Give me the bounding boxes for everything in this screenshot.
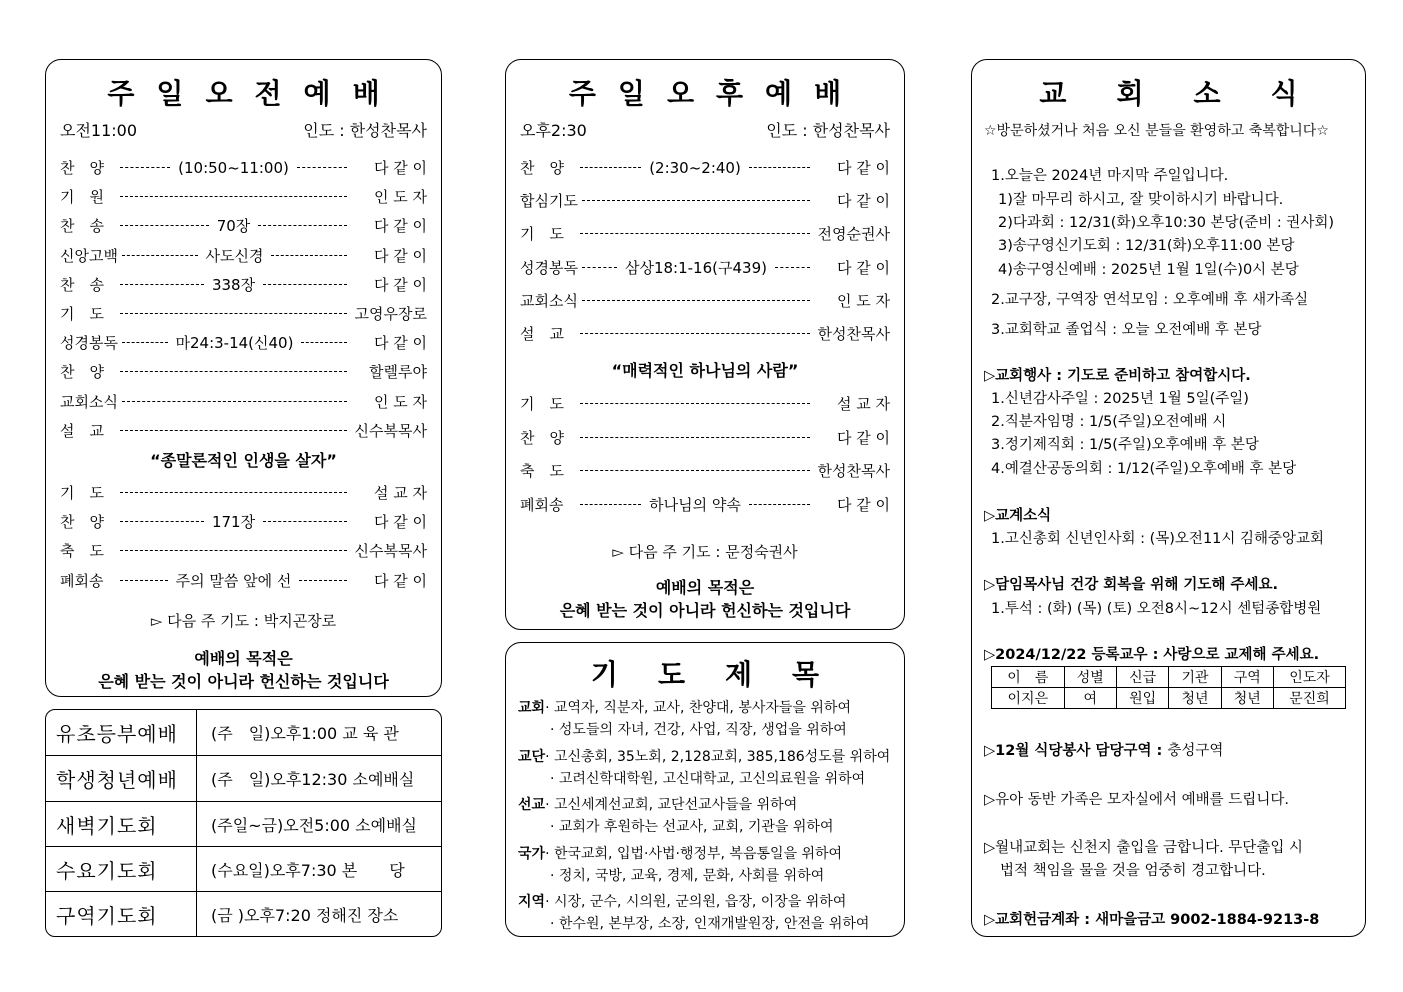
leader-dashes xyxy=(120,284,204,285)
order-label: 기 도 xyxy=(520,225,564,244)
order-leader: 다 같 이 xyxy=(837,159,891,177)
schedule-time: (주 일)오후1:00 교 육 관 xyxy=(211,724,399,743)
news-title: 교회소식 xyxy=(1039,77,1348,110)
order-detail: 171장 xyxy=(211,513,256,532)
order-leader: 다 같 이 xyxy=(373,571,427,590)
denomination-item-1: 1.고신총회 신년인사회 : (목)오전11시 김해중앙교회 xyxy=(991,531,1325,547)
prayer-line-2: · 성도들의 자녀, 건강, 사업, 직장, 생업을 위하여 xyxy=(550,722,847,738)
prayer-item xyxy=(518,794,797,816)
order-label: 찬 양 xyxy=(60,363,104,382)
leader-dashes xyxy=(749,167,810,168)
leader-dashes xyxy=(297,167,347,168)
schedule-panel xyxy=(45,709,442,937)
order-label: 축 도 xyxy=(520,462,564,480)
registration-header-cell: 인도자 xyxy=(1273,667,1345,688)
registration-value-cell: 문진희 xyxy=(1273,688,1345,709)
order-row xyxy=(520,157,890,178)
event-1: 1.신년감사주일 : 2025년 1월 5일(주일) xyxy=(991,391,1249,407)
order-row xyxy=(60,540,427,561)
pm-service-panel xyxy=(505,59,905,630)
order-leader: 다 같 이 xyxy=(373,513,427,532)
order-detail: 70장 xyxy=(216,217,251,236)
order-row xyxy=(60,274,427,295)
schedule-name: 유초등부예배 xyxy=(46,710,197,755)
leader-dashes xyxy=(122,401,347,402)
order-leader: 신수복목사 xyxy=(354,421,427,440)
schedule-name: 구역기도회 xyxy=(46,892,197,937)
order-label: 합심기도 xyxy=(520,192,578,211)
order-detail: 하나님의 약속 xyxy=(649,495,741,514)
pm-purpose-2: 은혜 받는 것이 아니라 헌신하는 것입니다 xyxy=(559,601,851,620)
prayer-category: 지역 xyxy=(518,894,546,910)
event-3: 3.정기제직회 : 1/5(주일)오후예배 후 본당 xyxy=(991,437,1259,453)
registration-header-cell: 구역 xyxy=(1221,667,1273,688)
order-detail: 마24:3-14(신40) xyxy=(175,334,294,353)
order-label: 성경봉독 xyxy=(520,258,578,277)
schedule-name: 학생청년예배 xyxy=(46,756,197,801)
leader-dashes xyxy=(749,504,810,505)
news-item-3: 3.교회학교 졸업식 : 오늘 오전예배 후 본당 xyxy=(991,322,1262,338)
order-row xyxy=(60,511,427,532)
prayer-item xyxy=(518,891,846,913)
order-row xyxy=(60,303,427,324)
pm-title: 주일오후예배 xyxy=(568,77,864,110)
order-row xyxy=(520,393,890,414)
registration-header-cell: 신급 xyxy=(1116,667,1168,688)
order-row xyxy=(520,460,890,481)
registration-header-cell: 이 름 xyxy=(992,667,1065,688)
leader-dashes xyxy=(271,255,347,256)
leader-dashes xyxy=(263,521,347,522)
order-label: 폐회송 xyxy=(520,495,564,514)
order-label: 설 교 xyxy=(60,421,104,440)
leader-dashes xyxy=(582,267,617,268)
pm-sermon-title: “매력적인 하나님의 사람” xyxy=(611,361,799,380)
schedule-row xyxy=(46,710,441,755)
order-detail: (10:50~11:00) xyxy=(178,158,289,177)
order-label: 교회소식 xyxy=(520,291,578,310)
order-label: 찬 양 xyxy=(520,428,564,447)
order-row xyxy=(520,223,890,244)
order-leader: 다 같 이 xyxy=(373,334,427,353)
schedule-time: (주 일)오후12:30 소예배실 xyxy=(211,770,415,790)
meal-heading: ▷12월 식당봉사 담당구역 : xyxy=(984,743,1168,759)
order-label: 찬 송 xyxy=(60,217,104,236)
prayer-line-1: · 고신세계선교회, 교단선교사들을 위하여 xyxy=(545,797,798,813)
leader-dashes xyxy=(582,200,810,201)
order-leader: 한성찬목사 xyxy=(817,325,890,343)
leader-dashes xyxy=(263,284,347,285)
schedule-name: 새벽기도회 xyxy=(46,802,197,847)
order-detail: 주의 말씀 앞에 선 xyxy=(175,571,292,590)
leader-dashes xyxy=(122,255,198,256)
order-label: 기 도 xyxy=(520,395,564,413)
order-row xyxy=(60,332,427,353)
event-2: 2.직분자임명 : 1/5(주일)오전예배 시 xyxy=(991,414,1227,430)
leader-dashes xyxy=(299,580,347,581)
leader-dashes xyxy=(120,196,347,197)
order-label: 찬 송 xyxy=(60,275,104,294)
order-label: 폐회송 xyxy=(60,571,104,590)
order-detail: (2:30~2:40) xyxy=(649,158,741,177)
news-welcome: ☆방문하셨거나 처음 오신 분들을 환영하고 축복합니다☆ xyxy=(984,123,1329,139)
order-detail: 사도신경 xyxy=(205,246,264,265)
news-item-1a: 1)잘 마무리 하시고, 잘 맞이하시기 바랍니다. xyxy=(998,192,1284,208)
schedule-time: (주일~금)오전5:00 소예배실 xyxy=(211,815,418,835)
order-label: 교회소식 xyxy=(60,392,118,411)
leader-dashes xyxy=(580,437,810,438)
prayer-line-1: · 한국교회, 입법·사법·행정부, 복음통일을 위하여 xyxy=(545,845,843,862)
prayer-line-1: · 시장, 군수, 시의원, 군의원, 읍장, 이장을 위하여 xyxy=(545,894,847,910)
order-leader: 다 같 이 xyxy=(836,495,890,514)
order-row xyxy=(60,391,427,412)
order-row xyxy=(60,245,427,266)
pastor-heading: ▷담임목사님 건강 회복을 위해 기도해 주세요. xyxy=(984,577,1279,593)
order-detail: 삼상18:1-16(구439) xyxy=(624,258,767,277)
pm-leader: 인도 : 한성찬목사 xyxy=(766,121,890,140)
order-label: 설 교 xyxy=(520,325,564,343)
pastor-item-1: 1.투석 : (화) (목) (토) 오전8시~12시 센텀종합병원 xyxy=(991,601,1322,617)
order-row xyxy=(60,570,427,591)
order-leader: 다 같 이 xyxy=(374,159,428,177)
registration-header-cell: 기관 xyxy=(1169,667,1221,688)
registration-value-row xyxy=(992,688,1346,709)
news-item-1: 1.오늘은 2024년 마지막 주일입니다. xyxy=(991,168,1229,184)
registration-header-cell: 성별 xyxy=(1064,667,1116,688)
leader-dashes xyxy=(120,430,347,431)
schedule-name: 수요기도회 xyxy=(46,847,197,892)
news-item-1b: 2)다과회 : 12/31(화)오후10:30 본당(준비 : 권사회) xyxy=(998,215,1334,231)
order-leader: 다 같 이 xyxy=(836,428,890,447)
am-purpose-2: 은혜 받는 것이 아니라 헌신하는 것입니다 xyxy=(98,672,389,691)
order-row xyxy=(60,186,427,207)
leader-dashes xyxy=(580,403,810,404)
registration-value-cell: 원입 xyxy=(1116,688,1168,709)
prayer-line-1: · 고신총회, 35노회, 2,128교회, 385,186성도를 위하여 xyxy=(545,748,891,765)
leader-dashes xyxy=(120,313,347,314)
leader-dashes xyxy=(122,342,168,343)
registration-table xyxy=(991,666,1346,709)
order-leader: 신수복목사 xyxy=(354,542,427,561)
order-leader: 전영순권사 xyxy=(817,225,890,244)
prayer-line-2: · 정치, 국방, 교육, 경제, 문화, 사회를 위하여 xyxy=(550,867,825,884)
leader-dashes xyxy=(120,225,209,226)
leader-dashes xyxy=(580,470,810,471)
news-item-1c: 3)송구영신기도회 : 12/31(화)오후11:00 본당 xyxy=(998,238,1295,254)
order-row xyxy=(60,420,427,441)
warning-line-1: ▷월내교회는 신천지 출입을 금합니다. 무단출입 시 xyxy=(984,840,1303,856)
prayer-line-1: · 교역자, 직분자, 교사, 찬양대, 봉사자들을 위하여 xyxy=(545,700,851,716)
am-purpose-1: 예배의 목적은 xyxy=(194,649,293,668)
prayer-panel xyxy=(505,642,905,937)
order-label: 찬 양 xyxy=(60,513,104,532)
prayer-item xyxy=(518,697,851,719)
order-leader: 다 같 이 xyxy=(836,192,890,211)
order-label: 신앙고백 xyxy=(60,246,118,265)
leader-dashes xyxy=(120,521,204,522)
order-row xyxy=(520,190,890,211)
order-label: 기 도 xyxy=(60,305,104,323)
events-heading: ▷교회행사 : 기도로 준비하고 참여합시다. xyxy=(984,368,1251,384)
leader-dashes xyxy=(582,300,810,301)
leader-dashes xyxy=(580,504,641,505)
registration-value-cell: 청년 xyxy=(1169,688,1221,709)
prayer-line-2: · 고려신학대학원, 고신대학교, 고신의료원을 위하여 xyxy=(550,770,866,787)
order-label: 성경봉독 xyxy=(60,334,118,353)
order-leader: 다 같 이 xyxy=(374,217,428,236)
order-leader: 고영우장로 xyxy=(354,305,427,323)
order-leader: 다 같 이 xyxy=(373,275,427,294)
leader-dashes xyxy=(775,267,810,268)
order-leader: 설 교 자 xyxy=(836,395,890,413)
pm-time: 오후2:30 xyxy=(520,121,587,140)
schedule-row xyxy=(46,755,441,801)
prayer-category: 교회 xyxy=(518,700,546,716)
am-title: 주일오전예배 xyxy=(107,77,402,110)
prayer-line-2: · 한수원, 본부장, 소장, 인재개발원장, 안전을 위하여 xyxy=(550,916,870,932)
event-4: 4.예결산공동의회 : 1/12(주일)오후예배 후 본당 xyxy=(991,461,1297,477)
leader-dashes xyxy=(580,333,810,334)
registration-value-cell: 청년 xyxy=(1221,688,1273,709)
schedule-row xyxy=(46,846,441,892)
am-next-prayer: ▻ 다음 주 기도 : 박지곤장로 xyxy=(150,612,337,630)
order-row xyxy=(60,157,427,178)
news-item-2: 2.교구장, 구역장 연석모임 : 오후예배 후 새가족실 xyxy=(991,292,1309,308)
prayer-category: 국가 xyxy=(518,845,546,862)
registration-header-row xyxy=(992,667,1346,688)
schedule-row xyxy=(46,801,441,847)
prayer-category: 교단 xyxy=(518,748,546,765)
offering-account: ▷교회헌금계좌 : 새마을금고 9002-1884-9213-8 xyxy=(984,912,1320,928)
am-leader: 인도 : 한성찬목사 xyxy=(303,121,427,140)
order-leader: 할렐루야 xyxy=(369,363,427,382)
leader-dashes xyxy=(580,167,641,168)
warning-line-2: 법적 책임을 물을 것을 엄중히 경고합니다. xyxy=(1000,863,1266,879)
order-label: 찬 양 xyxy=(60,159,104,177)
order-leader: 다 같 이 xyxy=(836,258,890,277)
leader-dashes xyxy=(301,342,347,343)
order-detail: 338장 xyxy=(211,275,256,294)
order-leader: 다 같 이 xyxy=(373,246,427,265)
leader-dashes xyxy=(120,492,347,493)
pm-purpose-1: 예배의 목적은 xyxy=(655,578,755,597)
registration-heading: ▷2024/12/22 등록교우 : 사랑으로 교제해 주세요. xyxy=(984,647,1320,663)
leader-dashes xyxy=(120,580,168,581)
order-leader: 인 도 자 xyxy=(836,291,890,310)
order-row xyxy=(520,323,890,344)
prayer-category: 선교 xyxy=(518,797,546,813)
news-panel xyxy=(971,59,1366,937)
order-leader: 인 도 자 xyxy=(373,188,427,207)
order-row xyxy=(520,290,890,311)
order-label: 찬 양 xyxy=(520,159,564,177)
order-row xyxy=(60,482,427,503)
prayer-item xyxy=(518,843,842,865)
prayer-title: 기도제목 xyxy=(590,658,860,691)
news-item-1d: 4)송구영신예배 : 2025년 1월 1일(수)0시 본당 xyxy=(998,262,1299,278)
leader-dashes xyxy=(120,371,347,372)
leader-dashes xyxy=(120,550,347,551)
meal-line xyxy=(984,739,1223,760)
prayer-item xyxy=(518,746,890,768)
order-label: 기 도 xyxy=(60,484,104,502)
am-sermon-title: “종말론적인 인생을 살자” xyxy=(150,451,337,470)
order-label: 축 도 xyxy=(60,542,104,561)
schedule-time: (수요일)오후7:30 본 당 xyxy=(211,860,405,880)
order-leader: 인 도 자 xyxy=(373,392,427,411)
infant-notice: ▷유아 동반 가족은 모자실에서 예배를 드립니다. xyxy=(984,792,1289,808)
order-leader: 설 교 자 xyxy=(373,484,427,502)
leader-dashes xyxy=(120,167,170,168)
order-row xyxy=(520,257,890,278)
order-row xyxy=(520,427,890,448)
order-row xyxy=(60,361,427,382)
schedule-row xyxy=(46,891,441,937)
order-row xyxy=(60,215,427,236)
meal-value: 충성구역 xyxy=(1167,743,1224,759)
denomination-heading: ▷교계소식 xyxy=(984,508,1052,524)
leader-dashes xyxy=(258,225,347,226)
order-label: 기 원 xyxy=(60,188,104,207)
pm-next-prayer: ▻ 다음 주 기도 : 문정숙권사 xyxy=(612,543,798,561)
prayer-line-2: · 교회가 후원하는 선교사, 교회, 기관을 위하여 xyxy=(550,819,834,835)
am-service-panel xyxy=(45,59,442,697)
registration-value-cell: 이지은 xyxy=(992,688,1065,709)
leader-dashes xyxy=(580,233,810,234)
registration-value-cell: 여 xyxy=(1064,688,1116,709)
schedule-time: (금 )오후7:20 정해진 장소 xyxy=(211,906,399,926)
order-leader: 한성찬목사 xyxy=(817,462,890,480)
am-time: 오전11:00 xyxy=(60,121,138,140)
order-row xyxy=(520,494,890,515)
